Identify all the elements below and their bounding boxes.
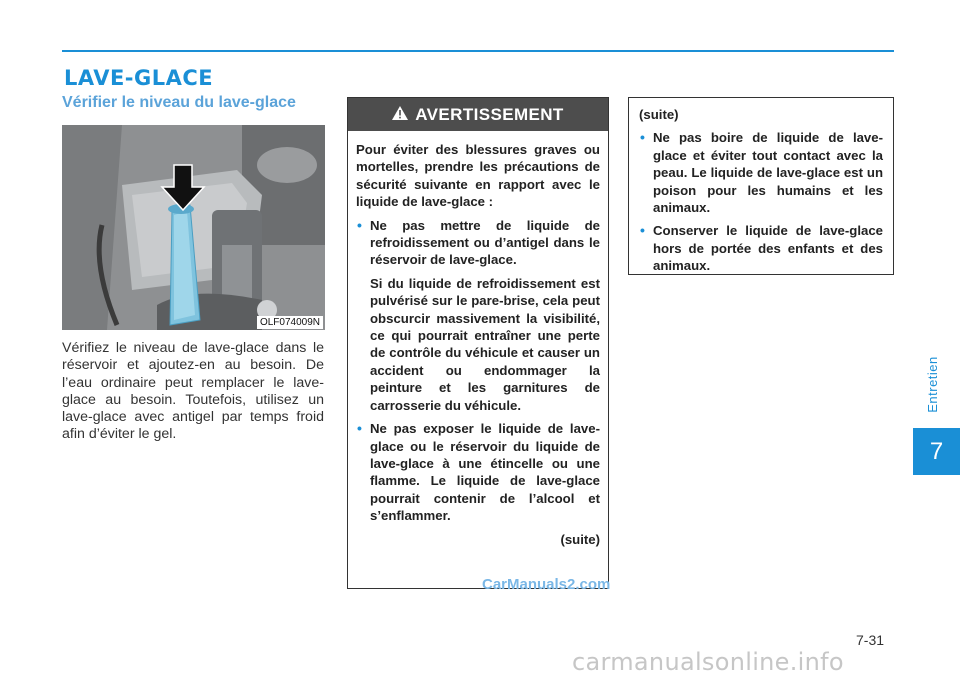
warning-bullet-text: Ne pas exposer le liquide de lave-glace ou le réservoir du liquide de lave-glace à une étincelle ou une flamme. Le liquide de lave-glace pourrait contenir de l’alcool et s’enflammer.	[370, 421, 600, 524]
continuation-bullets	[639, 129, 883, 274]
engine-bay-illustration	[62, 125, 325, 330]
section-subtitle: Vérifier le niveau du lave-glace	[62, 94, 296, 111]
top-rule	[62, 50, 894, 52]
warning-body	[348, 131, 608, 548]
warning-intro: Pour éviter des blessures graves ou mortelles, prendre les précautions de sécurité suivante en rapport avec le liquide de lave-glace :	[356, 142, 600, 210]
warning-suite: (suite)	[560, 531, 600, 547]
bullet-dot-icon: •	[357, 216, 362, 233]
section-title: LAVE-GLACE	[64, 66, 214, 90]
list-item	[356, 420, 600, 524]
warning-triangle-icon	[392, 105, 408, 125]
continuation-header: (suite)	[639, 107, 679, 122]
list-item	[356, 217, 600, 414]
warning-header	[348, 98, 608, 131]
chapter-tab: 7	[913, 428, 960, 475]
watermark-carmanualsonline: carmanualsonline.info	[572, 648, 844, 676]
warning-bullets	[356, 217, 600, 525]
reservoir-photo	[62, 125, 325, 330]
warning-box	[347, 97, 609, 589]
body-text: Vérifiez le niveau de lave-glace dans le réservoir et ajoutez-en au besoin. De l’eau ordinaire peut remplacer le lave-glace au besoin. Toutefois, utilisez un lave-glace avec antigel par temps froid afin d’éviter le gel.	[62, 340, 324, 443]
list-item	[639, 222, 883, 274]
bullet-dot-icon: •	[640, 129, 645, 146]
chapter-label-text: Entretien	[924, 355, 940, 413]
watermark-carmanuals2: CarManuals2.com	[482, 576, 611, 593]
bullet-dot-icon: •	[357, 420, 362, 437]
continuation-box	[628, 97, 894, 275]
figure-code: OLF074009N	[257, 316, 323, 329]
warning-bullet-text: Ne pas mettre de liquide de refroidissement ou d’antigel dans le réservoir de lave-glace.	[370, 217, 600, 268]
page-number: 7-31	[856, 632, 885, 648]
warning-title: AVERTISSEMENT	[415, 104, 564, 124]
bullet-dot-icon: •	[640, 222, 645, 239]
list-item	[639, 129, 883, 216]
continuation-bullet-text: Conserver le liquide de lave-glace hors de portée des enfants et des animaux.	[653, 223, 883, 274]
chapter-label	[922, 348, 942, 420]
warning-bullet-extra: Si du liquide de refroidissement est pulvérisé sur le pare-brise, cela peut obscurcir massivement la visibilité, ce qui pourrait entraîner une perte de contrôle du véhicule et causer un accident ou endommager la peinture et les garnitures de carrosserie du véhicule.	[370, 275, 600, 413]
continuation-bullet-text: Ne pas boire de liquide de lave-glace et éviter tout contact avec la peau. Le liquide de lave-glace est un poison pour les humains et les animaux.	[653, 130, 883, 216]
